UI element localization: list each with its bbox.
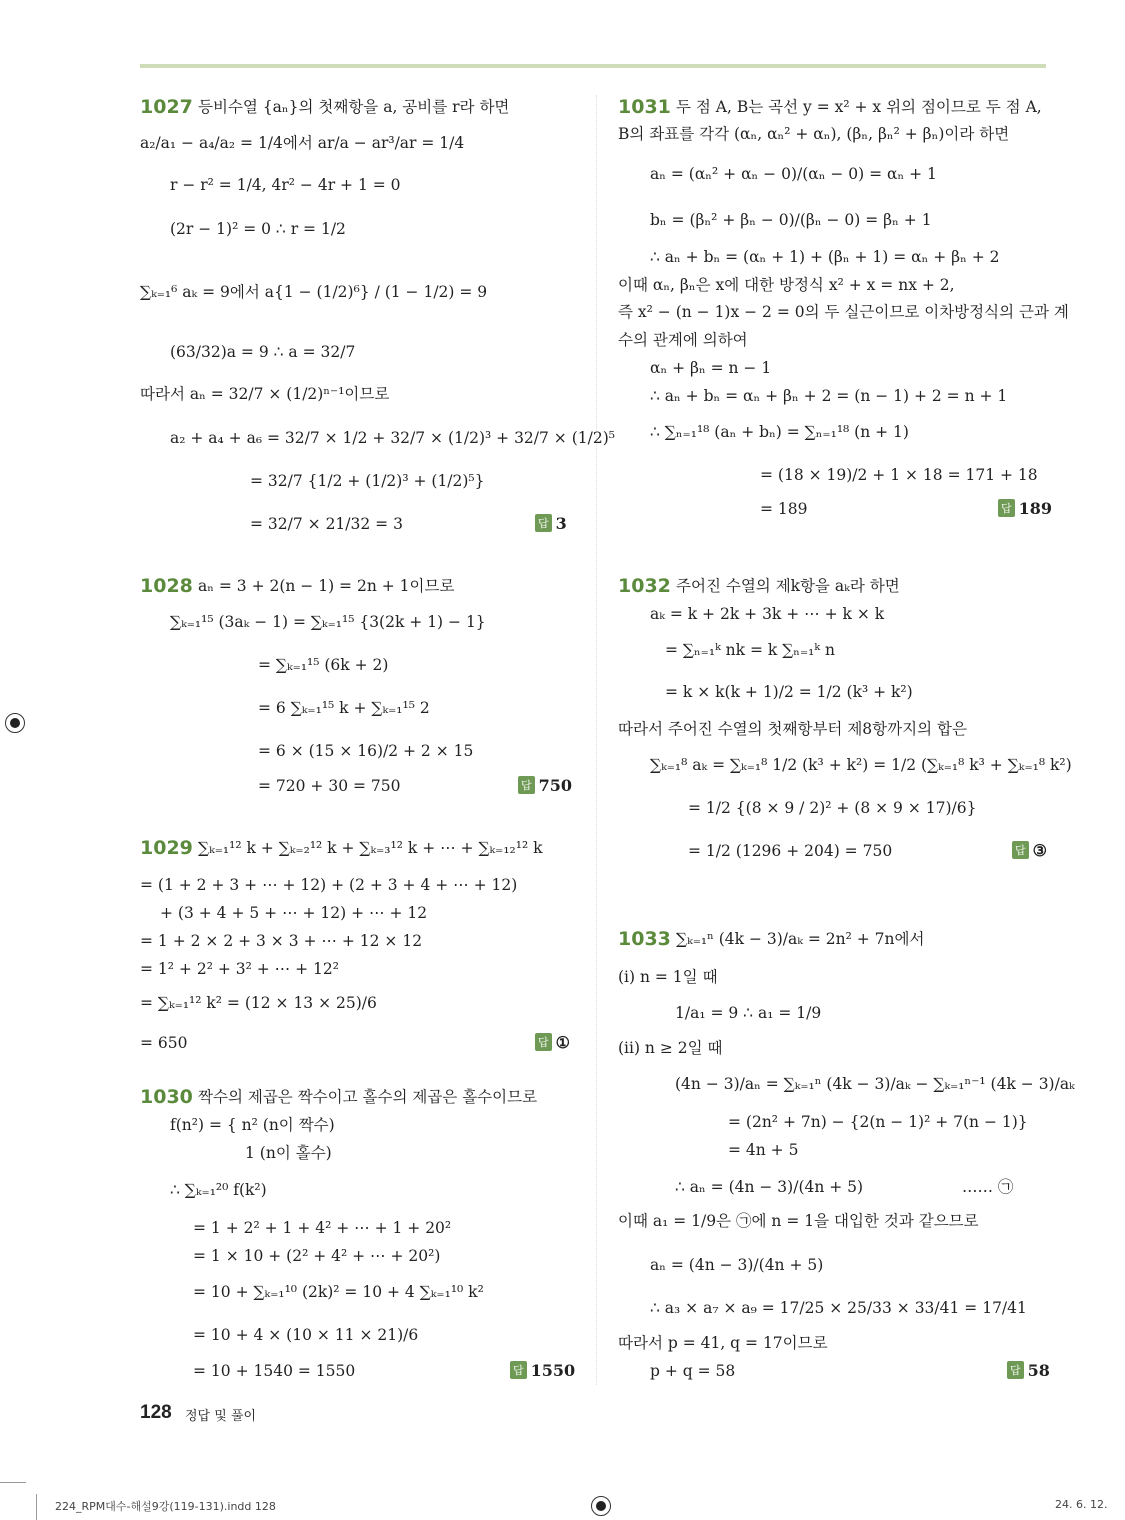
solution-line: B의 좌표를 각각 (αₙ, αₙ² + αₙ), (βₙ, βₙ² + βₙ)이라 하면	[618, 125, 1010, 143]
solution-line: = 6 ∑ₖ₌₁¹⁵ k + ∑ₖ₌₁¹⁵ 2	[258, 699, 430, 717]
problem-number-1028: 1028	[140, 575, 193, 597]
solution-line: ∑ₖ₌₁¹⁵ (3aₖ − 1) = ∑ₖ₌₁¹⁵ {3(2k + 1) − 1}	[170, 613, 486, 631]
problem-number-1032: 1032	[618, 575, 671, 597]
problem-number-1030: 1030	[140, 1086, 193, 1108]
equation-marker: …… ㉠	[962, 1178, 1014, 1196]
solution-line: = (1 + 2 + 3 + ⋯ + 12) + (2 + 3 + 4 + ⋯ + 12)	[140, 876, 518, 894]
solution-line: = ∑ₙ₌₁ᵏ nk = k ∑ₙ₌₁ᵏ n	[665, 641, 835, 659]
solution-line: = (18 × 19)/2 + 1 × 18 = 171 + 18	[760, 466, 1038, 484]
footer-date: 24. 6. 12.	[1055, 1498, 1108, 1511]
solution-line: 따라서 aₙ = 32/7 × (1/2)ⁿ⁻¹이므로	[140, 385, 390, 403]
answer-value: 3	[555, 514, 567, 533]
solution-line: aₖ = k + 2k + 3k + ⋯ + k × k	[650, 605, 885, 623]
registration-mark-icon	[591, 1496, 611, 1516]
answer-label: 답	[1007, 1361, 1024, 1379]
answer-label: 답	[998, 499, 1015, 517]
solution-line: r − r² = 1/4, 4r² − 4r + 1 = 0	[170, 176, 401, 194]
solution-line: 따라서 주어진 수열의 첫째항부터 제8항까지의 합은	[618, 720, 967, 738]
solution-line: aₙ = (4n − 3)/(4n + 5)	[650, 1256, 824, 1274]
solution-line: = ∑ₖ₌₁¹⁵ (6k + 2)	[258, 656, 389, 674]
answer-value: 1550	[530, 1361, 576, 1380]
answer-badge	[998, 499, 1052, 518]
solution-line: = 650	[140, 1034, 188, 1052]
solution-line: 두 점 A, B는 곡선 y = x² + x 위의 점이므로 두 점 A,	[676, 98, 1042, 116]
solution-line: bₙ = (βₙ² + βₙ − 0)/(βₙ − 0) = βₙ + 1	[650, 211, 932, 229]
solution-line: aₙ = (αₙ² + αₙ − 0)/(αₙ − 0) = αₙ + 1	[650, 165, 937, 183]
answer-label: 답	[510, 1361, 527, 1379]
solution-line: 이때 a₁ = 1/9은 ㉠에 n = 1을 대입한 것과 같으므로	[618, 1212, 979, 1230]
solution-line: 1/a₁ = 9 ∴ a₁ = 1/9	[675, 1004, 822, 1022]
solution-line: 1 (n이 홀수)	[245, 1144, 332, 1162]
solution-line: ∴ ∑ₖ₌₁²⁰ f(k²)	[170, 1181, 267, 1199]
section-title: 정답 및 풀이	[185, 1409, 257, 1424]
solution-line: p + q = 58	[650, 1362, 736, 1380]
answer-badge	[535, 514, 567, 533]
solution-line: 따라서 p = 41, q = 17이므로	[618, 1334, 828, 1352]
solution-line: = 1 × 10 + (2² + 4² + ⋯ + 20²)	[193, 1247, 441, 1265]
solution-line: αₙ + βₙ = n − 1	[650, 359, 772, 377]
solution-line: (63/32)a = 9 ∴ a = 32/7	[170, 343, 356, 361]
answer-value: 58	[1027, 1361, 1050, 1380]
column-divider	[596, 95, 597, 1385]
solution-line: = (2n² + 7n) − {2(n − 1)² + 7(n − 1)}	[728, 1113, 1028, 1131]
solution-line: = 1/2 (1296 + 204) = 750	[688, 842, 893, 860]
solution-line: (i) n = 1일 때	[618, 968, 718, 986]
problem-number-1029: 1029	[140, 837, 193, 859]
footer-filename: 224_RPM대수-해설9강(119-131).indd 128	[55, 1500, 276, 1513]
solution-line: ∑ₖ₌₁⁸ aₖ = ∑ₖ₌₁⁸ 1/2 (k³ + k²) = 1/2 (∑ₖ₌₁⁸ k³ + ∑ₖ₌₁⁸ k²)	[650, 756, 1072, 774]
registration-mark-icon	[5, 713, 25, 733]
solution-line: = 10 + ∑ₖ₌₁¹⁰ (2k)² = 10 + 4 ∑ₖ₌₁¹⁰ k²	[193, 1283, 484, 1301]
solution-line: f(n²) = { n² (n이 짝수)	[170, 1116, 335, 1134]
answer-badge	[510, 1361, 575, 1380]
solution-line: (2r − 1)² = 0 ∴ r = 1/2	[170, 220, 346, 238]
answer-label: 답	[1012, 841, 1029, 859]
problem-number-1031: 1031	[618, 96, 671, 118]
answer-label: 답	[518, 776, 535, 794]
answer-badge	[1007, 1361, 1050, 1380]
solution-line: ∴ ∑ₙ₌₁¹⁸ (aₙ + bₙ) = ∑ₙ₌₁¹⁸ (n + 1)	[650, 423, 909, 441]
crop-mark	[0, 1482, 26, 1483]
solution-line: (4n − 3)/aₙ = ∑ₖ₌₁ⁿ (4k − 3)/aₖ − ∑ₖ₌₁ⁿ⁻¹ (4k − 3)/aₖ	[675, 1075, 1075, 1093]
solution-line: ∴ aₙ = (4n − 3)/(4n + 5)	[675, 1178, 864, 1196]
solution-line: 짝수의 제곱은 짝수이고 홀수의 제곱은 홀수이므로	[198, 1088, 538, 1106]
solution-line: = 1 + 2² + 1 + 4² + ⋯ + 1 + 20²	[193, 1219, 452, 1237]
solution-line: = 4n + 5	[728, 1141, 799, 1159]
solution-line: 수의 관계에 의하여	[618, 331, 748, 349]
solution-line: aₙ = 3 + 2(n − 1) = 2n + 1이므로	[198, 577, 455, 595]
solution-line: = 189	[760, 500, 808, 518]
solution-line: a₂ + a₄ + a₆ = 32/7 × 1/2 + 32/7 × (1/2)³ + 32/7 × (1/2)⁵	[170, 429, 615, 447]
answer-value: 750	[538, 776, 573, 795]
answer-badge	[535, 1033, 570, 1052]
page-number: 128	[140, 1402, 172, 1423]
solution-line: a₂/a₁ − a₄/a₂ = 1/4에서 ar/a − ar³/ar = 1/4	[140, 134, 465, 152]
solution-line: ∴ aₙ + bₙ = αₙ + βₙ + 2 = (n − 1) + 2 = n + 1	[650, 387, 1008, 405]
solution-line: ∑ₖ₌₁ⁿ (4k − 3)/aₖ = 2n² + 7n에서	[676, 930, 925, 948]
answer-value: ③	[1032, 841, 1047, 860]
answer-label: 답	[535, 1033, 552, 1051]
solution-line: = 32/7 × 21/32 = 3	[250, 515, 403, 533]
solution-line: 주어진 수열의 제k항을 aₖ라 하면	[676, 577, 900, 595]
problem-number-1033: 1033	[618, 928, 671, 950]
solution-line: = 6 × (15 × 16)/2 + 2 × 15	[258, 742, 474, 760]
solution-line: = 10 + 4 × (10 × 11 × 21)/6	[193, 1326, 419, 1344]
solution-line: = ∑ₖ₌₁¹² k² = (12 × 13 × 25)/6	[140, 994, 377, 1012]
solution-line: ∴ aₙ + bₙ = (αₙ + 1) + (βₙ + 1) = αₙ + βₙ + 2	[650, 248, 1000, 266]
solution-line: = 32/7 {1/2 + (1/2)³ + (1/2)⁵}	[250, 472, 485, 490]
solution-line: 이때 αₙ, βₙ은 x에 대한 방정식 x² + x = nx + 2,	[618, 276, 955, 294]
top-rule	[140, 64, 1046, 68]
answer-value: 189	[1018, 499, 1053, 518]
solution-line: = 10 + 1540 = 1550	[193, 1362, 356, 1380]
solution-line: ∴ a₃ × a₇ × a₉ = 17/25 × 25/33 × 33/41 = 17/41	[650, 1299, 1027, 1317]
solution-line: = 1 + 2 × 2 + 3 × 3 + ⋯ + 12 × 12	[140, 932, 423, 950]
answer-value: ①	[555, 1033, 570, 1052]
solution-line: ∑ₖ₌₁⁶ aₖ = 9에서 a{1 − (1/2)⁶} / (1 − 1/2) = 9	[140, 283, 488, 301]
solution-line: 등비수열 {aₙ}의 첫째항을 a, 공비를 r라 하면	[198, 98, 510, 116]
answer-label: 답	[535, 514, 552, 532]
solution-line: ∑ₖ₌₁¹² k + ∑ₖ₌₂¹² k + ∑ₖ₌₃¹² k + ⋯ + ∑ₖ₌₁₂¹² k	[198, 839, 543, 857]
solution-line: = 1/2 {(8 × 9 / 2)² + (8 × 9 × 17)/6}	[688, 799, 977, 817]
solution-line: = k × k(k + 1)/2 = 1/2 (k³ + k²)	[665, 683, 913, 701]
solution-line: (ii) n ≥ 2일 때	[618, 1039, 723, 1057]
solution-line: + (3 + 4 + 5 + ⋯ + 12) + ⋯ + 12	[160, 904, 428, 922]
answer-badge	[518, 776, 572, 795]
solution-line: = 720 + 30 = 750	[258, 777, 401, 795]
crop-mark	[36, 1494, 37, 1520]
answer-badge	[1012, 841, 1047, 860]
solution-line: = 1² + 2² + 3² + ⋯ + 12²	[140, 960, 339, 978]
solution-line: 즉 x² − (n − 1)x − 2 = 0의 두 실근이므로 이차방정식의 근과 계	[618, 303, 1069, 321]
problem-number-1027: 1027	[140, 96, 193, 118]
